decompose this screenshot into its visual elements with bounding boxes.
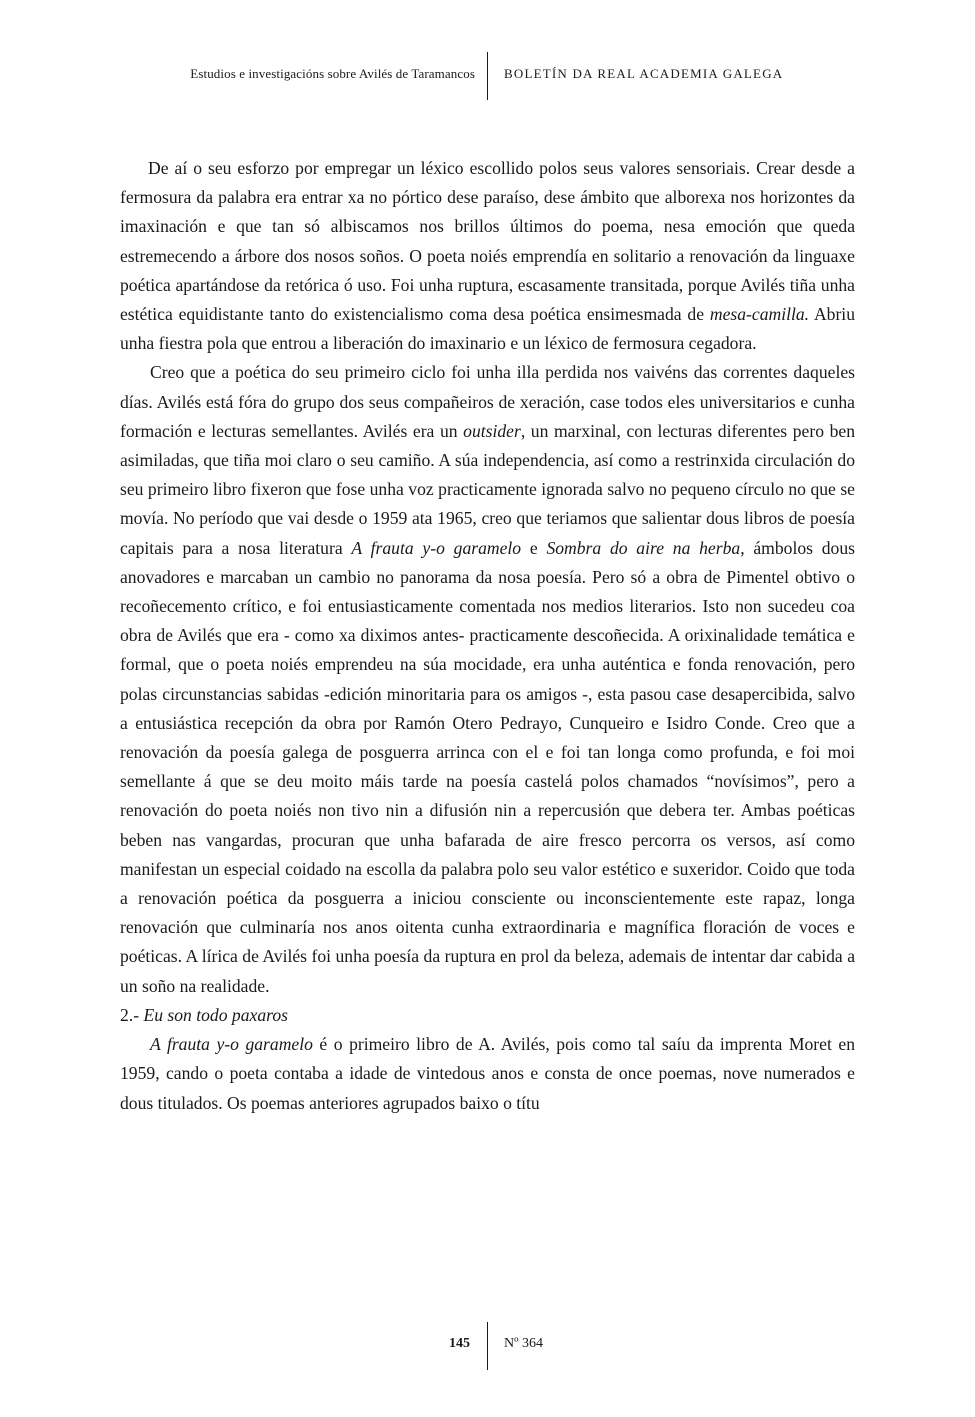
text-segment: é o primeiro libro de A. Avilés, pois como tal saíu da imprenta Moret en 1959, cando o poeta contaba a idade de vintedous anos e consta de once poemas, nove numerados e dous titulados. Os poemas anteriores agrupados baixo o títu: [120, 1034, 855, 1113]
text-segment: De aí o seu esforzo por empregar un léxico escollido polos seus valores sensoriais. Crear desde a fermosura da palabra era entrar xa no pórtico dese paraíso, dese ámbito que alborexa nos horizontes da imaxinación e que tan só albiscamos nos brillos últimos do poema, nesa emoción que queda estremecendo a árbore dos nosos soños. O poeta noiés emprendía en solitario a renovación da linguaxe poética apartándose da retórica ó uso. Foi unha ruptura, escasamente transitada, porque Avilés tiña unha estética equidistante tanto do existencialismo coma desa poética ensimesmada de: [120, 158, 855, 325]
section-title: Eu son todo paxaros: [143, 1004, 288, 1025]
header-divider: [487, 52, 488, 100]
issue-number: Nº 364: [504, 1336, 543, 1351]
section-number: 2.-: [120, 1004, 140, 1025]
text-segment: Creo que a poética do seu primeiro ciclo foi unha illa perdida nos vaivéns das correntes daqueles días. Avilés está fóra do grupo dos seus compañeiros de xeración, case todos eles universitarios e cunha formación e lecturas semellantes. Avilés era un: [120, 362, 855, 441]
italic-text: outsider: [463, 420, 521, 441]
italic-text: mesa-camilla.: [709, 304, 810, 325]
italic-text: Sombra do aire na herba: [546, 537, 741, 558]
italic-text: A frauta y-o garamelo: [351, 537, 522, 558]
text-segment: , un marxinal, con lecturas diferentes pero ben asimiladas, que tiña moi claro o seu camiño. A súa independencia, así como a restrinxida circulación do seu primeiro libro fixeron que fose unha voz practicamente ignorada salvo no pequeno círculo no que se movía. No período que vai desde o 1959 ata 1965, creo que teriamos que salientar dous libros de poesía capitais para a nosa literatura: [120, 420, 855, 558]
paragraph: [120, 154, 855, 358]
running-title: Estudios e investigacións sobre Avilés de Taramancos: [190, 66, 475, 81]
text-segment: , ámbolos dous anovadores e marcaban un cambio no panorama da nosa poesía. Pero só a obra de Pimentel obtivo o recoñecemento crítico, e foi entusiasticamente comentada nos medios literarios. Isto non sucedeu coa obra de Avilés que era - como xa diximos antes- practicamente descoñecida. A orixinalidade temática e formal, que o poeta noiés emprendeu na súa mocidade, era unha auténtica e fonda renovación, pero polas circunstancias sabidas -edición minoritaria para os amigos -, esta pasou case desapercibida, salvo a entusiástica recepción da obra por Ramón Otero Pedrayo, Cunqueiro e Isidro Conde. Creo que a renovación da poesía galega de posguerra arrinca con el e foi tan longa como profunda, e foi moi semellante á que se deu moito máis tarde na poesía castelá polos chamados “novísimos”, pero a renovación do poeta noiés non tivo nin a difusión nin a repercusión que debera ter. Ambas poéticas beben nas vangardas, procuran que unha bafarada de aire fresco percorra os versos, así como manifestan un especial coidado na escolla da palabra polo seu valor estético e suxeridor. Coido que toda a renovación poética da posguerra a iniciou consciente ou inconscientemente este rapaz, longa renovación que culminaría nos anos oitenta cunha extraordinaria e magnífica floración de voces e poéticas. A lírica de Avilés foi unha poesía da ruptura en prol da beleza, ademais de intentar dar cabida a un soño na realidade.: [120, 537, 855, 996]
italic-text: A frauta y-o garamelo: [150, 1034, 313, 1055]
text-segment: Abriu unha fiestra pola que entrou a liberación do imaxinario e un léxico de fermosura cegadora.: [120, 304, 855, 354]
footer-divider: [487, 1322, 488, 1370]
page-header: [0, 52, 975, 100]
journal-title: BOLETÍN DA REAL ACADEMIA GALEGA: [504, 66, 784, 81]
text-segment: e: [521, 537, 547, 558]
page-footer: [0, 1322, 975, 1370]
paragraph: [120, 358, 855, 1000]
page-number: 145: [449, 1336, 470, 1351]
section-heading: [120, 1001, 855, 1030]
paragraph: [120, 1030, 855, 1118]
article-body: [120, 154, 855, 1118]
